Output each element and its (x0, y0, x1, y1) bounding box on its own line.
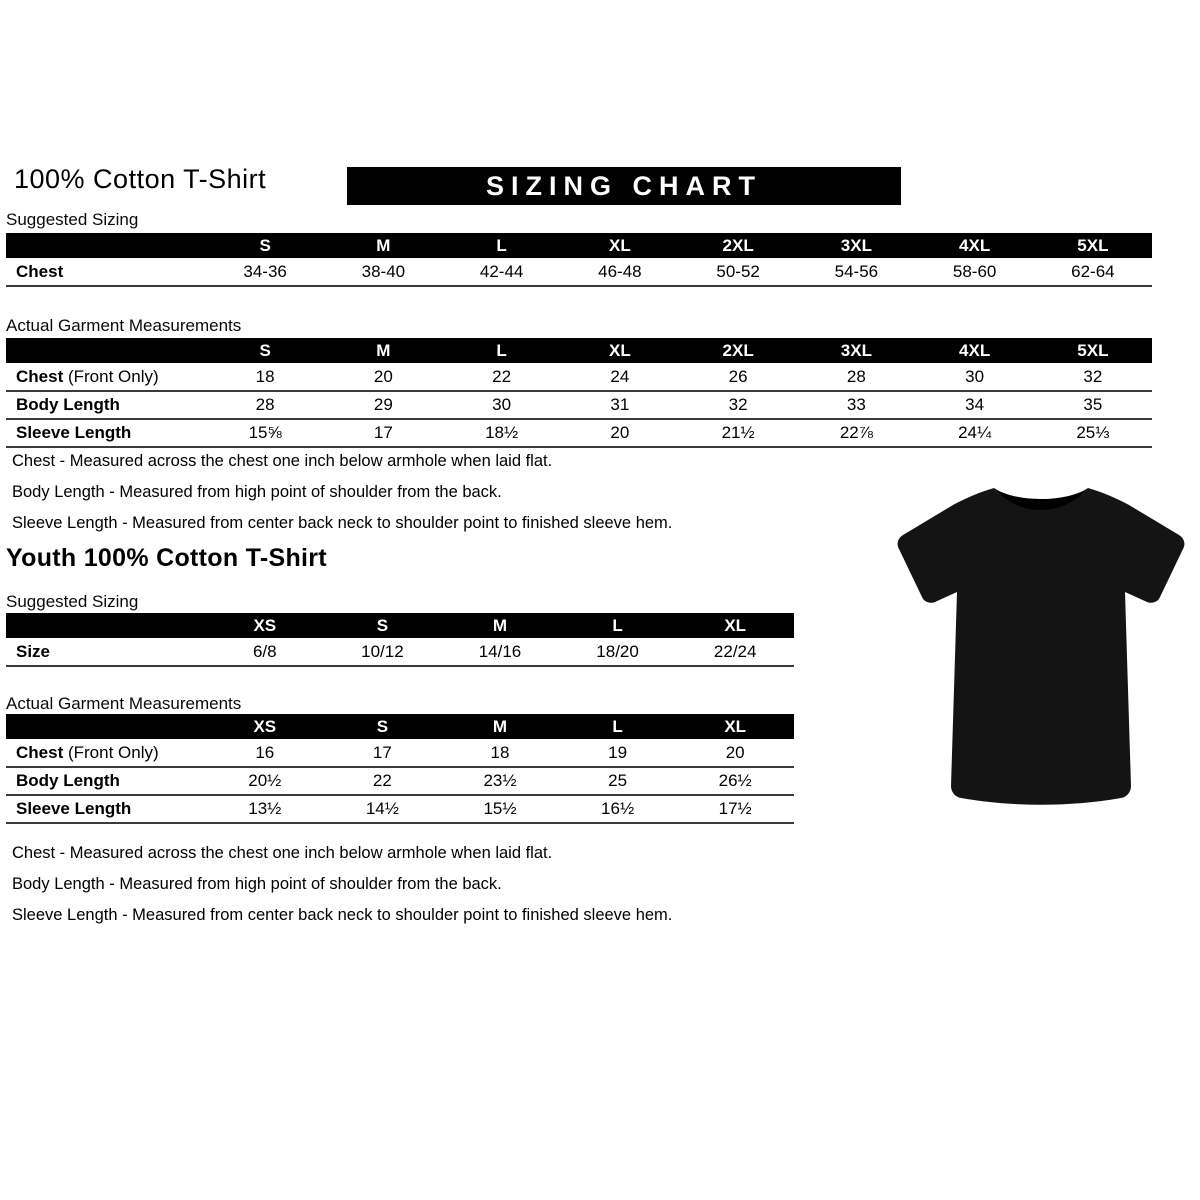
size-col-header: XS (206, 613, 324, 638)
row-label: Chest (Front Only) (6, 739, 206, 767)
cell: 22⅞ (797, 419, 915, 447)
size-col-header: M (324, 338, 442, 363)
cell: 30 (916, 363, 1034, 391)
adult-notes (12, 446, 672, 539)
tshirt-body (898, 488, 1185, 805)
size-col-header: S (206, 233, 324, 258)
cell: 20 (676, 739, 794, 767)
size-col-header: XL (561, 338, 679, 363)
size-header-row (6, 338, 1152, 363)
cell: 13½ (206, 795, 324, 823)
table-row (6, 767, 794, 795)
youth-notes (12, 838, 672, 931)
header-spacer (6, 613, 206, 638)
cell: 24 (561, 363, 679, 391)
cell: 19 (559, 739, 677, 767)
size-col-header: S (206, 338, 324, 363)
table-row (6, 795, 794, 823)
row-label: Size (6, 638, 206, 666)
size-header-row (6, 613, 794, 638)
cell: 20 (324, 363, 442, 391)
cell: 32 (1034, 363, 1152, 391)
cell: 26 (679, 363, 797, 391)
size-col-header: M (441, 714, 559, 739)
cell: 26½ (676, 767, 794, 795)
cell: 17 (324, 739, 442, 767)
size-col-header: M (441, 613, 559, 638)
youth-suggested-table (6, 613, 794, 667)
sizing-chart-banner: SIZING CHART (347, 167, 901, 205)
cell: 22/24 (676, 638, 794, 666)
youth-title: Youth 100% Cotton T-Shirt (6, 544, 327, 572)
cell: 14½ (324, 795, 442, 823)
cell: 17 (324, 419, 442, 447)
tshirt-graphic (890, 472, 1190, 820)
size-col-header: L (443, 233, 561, 258)
size-col-header: L (559, 613, 677, 638)
cell: 18 (441, 739, 559, 767)
cell: 16 (206, 739, 324, 767)
cell: 30 (443, 391, 561, 419)
cell: 24¼ (916, 419, 1034, 447)
size-col-header: M (324, 233, 442, 258)
cell: 18½ (443, 419, 561, 447)
size-col-header: 3XL (797, 233, 915, 258)
size-col-header: L (443, 338, 561, 363)
cell: 58-60 (916, 258, 1034, 286)
tshirt-image (890, 472, 1190, 820)
cell: 15⅝ (206, 419, 324, 447)
size-header-row (6, 714, 794, 739)
cell: 25 (559, 767, 677, 795)
note-line: Chest - Measured across the chest one inch below armhole when laid flat. (12, 844, 553, 862)
cell: 50-52 (679, 258, 797, 286)
size-col-header: XS (206, 714, 324, 739)
cell: 32 (679, 391, 797, 419)
cell: 42-44 (443, 258, 561, 286)
cell: 21½ (679, 419, 797, 447)
adult-suggested-label: Suggested Sizing (6, 210, 139, 229)
cell: 28 (797, 363, 915, 391)
cell: 25⅓ (1034, 419, 1152, 447)
cell: 6/8 (206, 638, 324, 666)
cell: 10/12 (324, 638, 442, 666)
row-label: Body Length (6, 767, 206, 795)
row-label: Chest (Front Only) (6, 363, 206, 391)
size-col-header: 2XL (679, 338, 797, 363)
size-col-header: 4XL (916, 338, 1034, 363)
note-line: Sleeve Length - Measured from center back neck to shoulder point to finished sleeve hem. (12, 906, 673, 924)
table-row (6, 391, 1152, 419)
cell: 38-40 (324, 258, 442, 286)
note-line: Body Length - Measured from high point of shoulder from the back. (12, 875, 502, 893)
cell: 54-56 (797, 258, 915, 286)
table-row (6, 638, 794, 666)
size-col-header: 5XL (1034, 233, 1152, 258)
cell: 34 (916, 391, 1034, 419)
cell: 17½ (676, 795, 794, 823)
page-title: 100% Cotton T-Shirt (14, 164, 267, 194)
size-header-row (6, 233, 1152, 258)
size-col-header: 2XL (679, 233, 797, 258)
row-label: Sleeve Length (6, 419, 206, 447)
cell: 33 (797, 391, 915, 419)
size-col-header: S (324, 714, 442, 739)
size-col-header: XL (561, 233, 679, 258)
cell: 31 (561, 391, 679, 419)
table-row (6, 739, 794, 767)
header-spacer (6, 338, 206, 363)
youth-garment-table (6, 714, 794, 824)
cell: 14/16 (441, 638, 559, 666)
row-label: Sleeve Length (6, 795, 206, 823)
note-line: Body Length - Measured from high point of shoulder from the back. (12, 483, 502, 501)
note-line: Chest - Measured across the chest one inch below armhole when laid flat. (12, 452, 553, 470)
cell: 18 (206, 363, 324, 391)
cell: 29 (324, 391, 442, 419)
cell: 20 (561, 419, 679, 447)
cell: 34-36 (206, 258, 324, 286)
cell: 23½ (441, 767, 559, 795)
adult-garment-table (6, 338, 1152, 448)
header-spacer (6, 233, 206, 258)
cell: 35 (1034, 391, 1152, 419)
table-row (6, 258, 1152, 286)
table-row (6, 419, 1152, 447)
size-col-header: XL (676, 714, 794, 739)
cell: 16½ (559, 795, 677, 823)
cell: 15½ (441, 795, 559, 823)
row-label: Chest (6, 258, 206, 286)
cell: 18/20 (559, 638, 677, 666)
row-label: Body Length (6, 391, 206, 419)
adult-garment-label: Actual Garment Measurements (6, 316, 242, 335)
cell: 22 (443, 363, 561, 391)
cell: 62-64 (1034, 258, 1152, 286)
size-col-header: 4XL (916, 233, 1034, 258)
note-line: Sleeve Length - Measured from center back neck to shoulder point to finished sleeve hem. (12, 514, 673, 532)
cell: 22 (324, 767, 442, 795)
size-col-header: L (559, 714, 677, 739)
size-col-header: XL (676, 613, 794, 638)
cell: 28 (206, 391, 324, 419)
size-col-header: 5XL (1034, 338, 1152, 363)
cell: 46-48 (561, 258, 679, 286)
youth-garment-label: Actual Garment Measurements (6, 694, 242, 713)
size-col-header: 3XL (797, 338, 915, 363)
size-col-header: S (324, 613, 442, 638)
header-spacer (6, 714, 206, 739)
table-row (6, 363, 1152, 391)
adult-suggested-table (6, 233, 1152, 287)
youth-suggested-label: Suggested Sizing (6, 592, 139, 611)
cell: 20½ (206, 767, 324, 795)
